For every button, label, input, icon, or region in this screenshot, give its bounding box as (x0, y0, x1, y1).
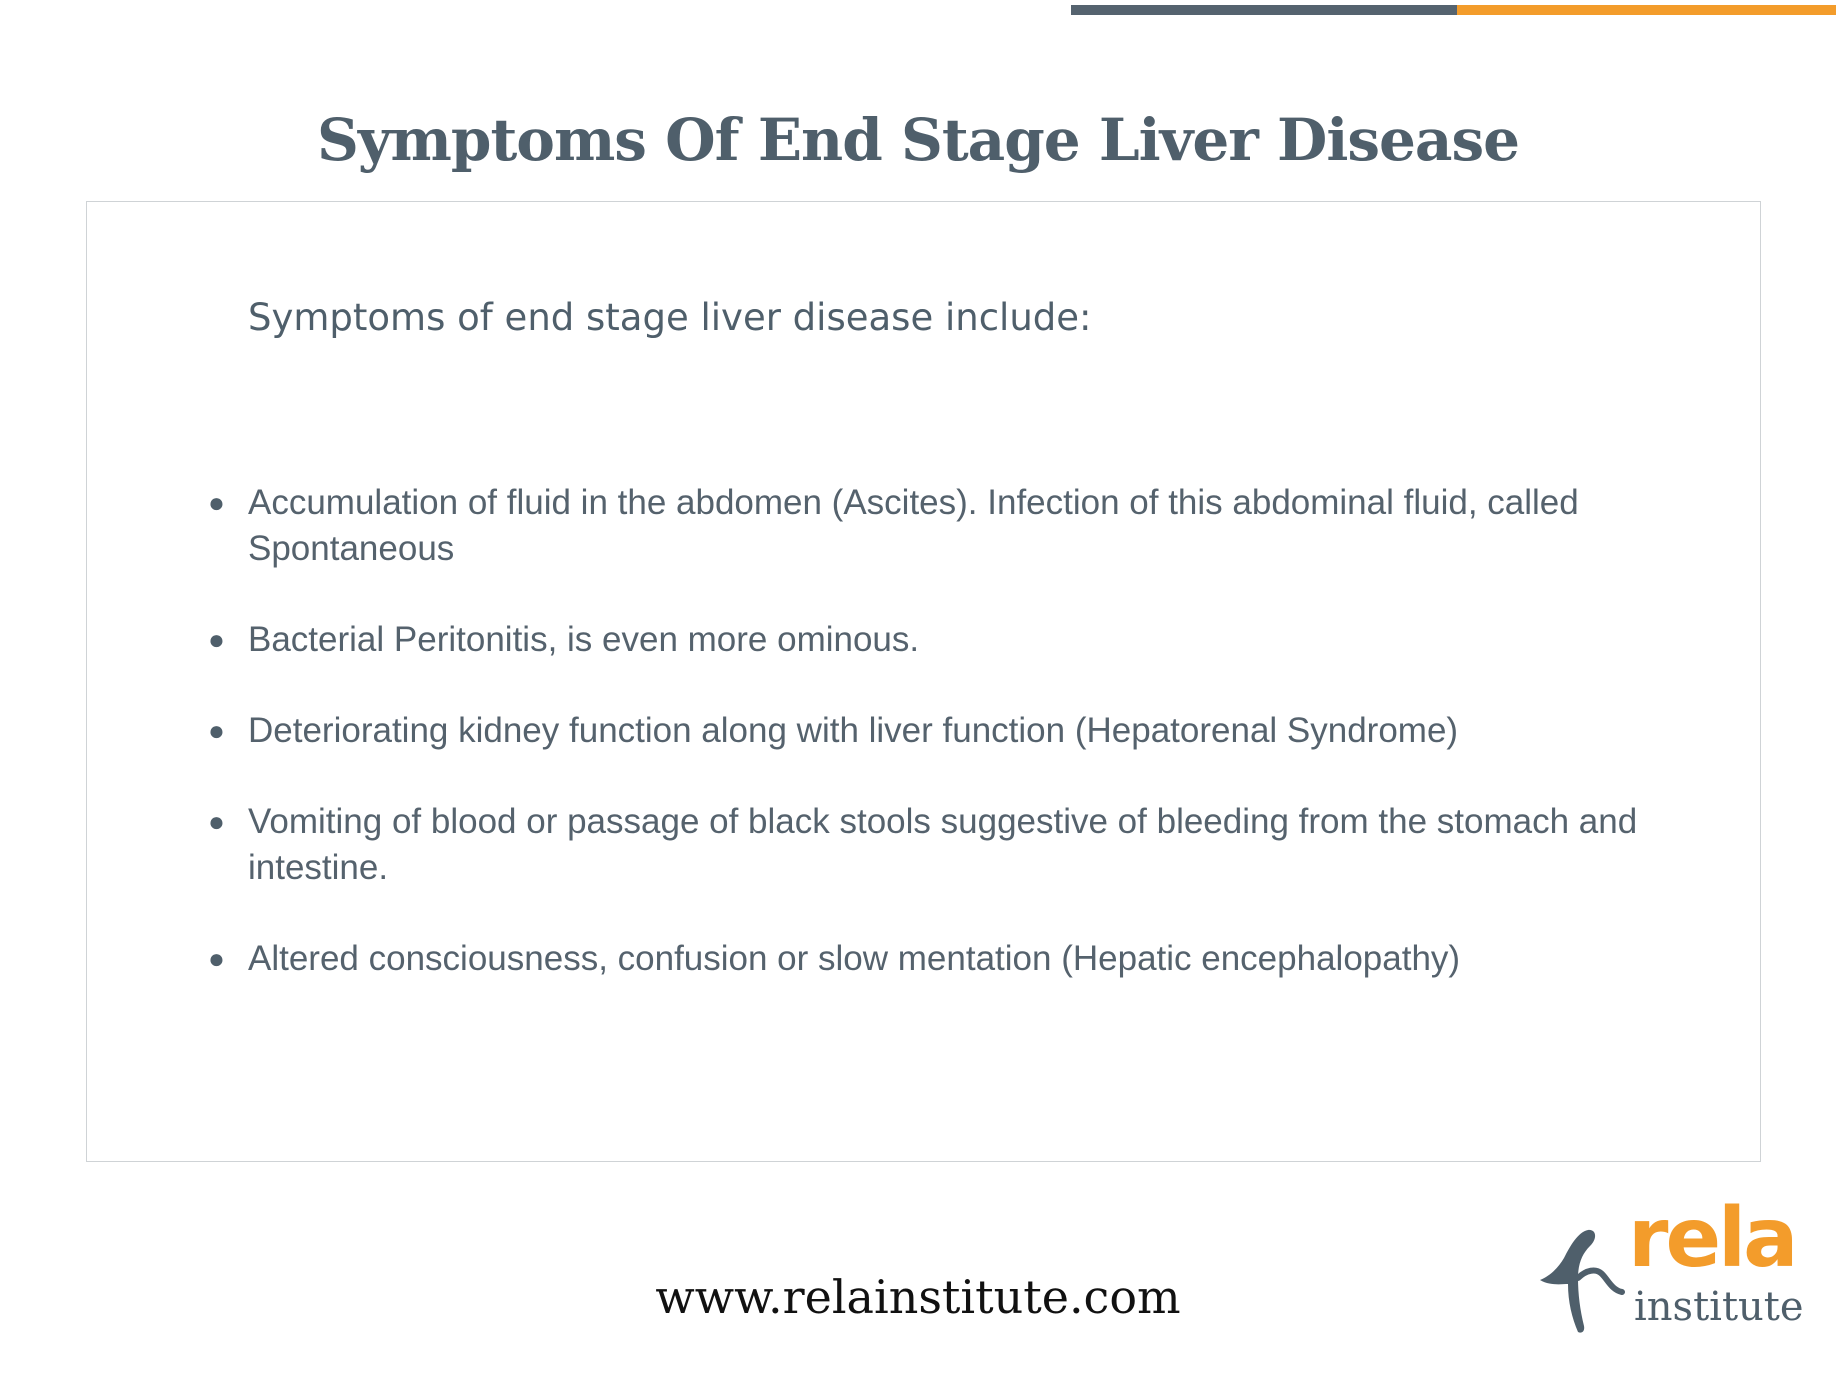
bullet-icon: ● (208, 943, 225, 974)
bullet-icon: ● (208, 715, 225, 746)
list-item (208, 799, 1688, 891)
logo-subtext: institute (1634, 1284, 1804, 1330)
bullet-icon: ● (208, 806, 225, 837)
website-url: www.relainstitute.com (655, 1270, 1181, 1324)
top-accent-bar (1071, 5, 1836, 15)
list-item-text: Altered consciousness, confusion or slow mentation (Hepatic encephalopathy) (248, 939, 1461, 978)
bullet-icon: ● (208, 624, 225, 655)
logo-wordmark: rela (1628, 1191, 1796, 1286)
list-item (208, 617, 1688, 663)
bullet-icon: ● (208, 487, 225, 518)
list-item (208, 480, 1688, 572)
top-bar-orange-segment (1457, 5, 1836, 15)
rela-institute-logo (1538, 1191, 1804, 1340)
list-item-text: Deteriorating kidney function along with liver function (Hepatorenal Syndrome) (248, 711, 1459, 750)
list-item-text: Vomiting of blood or passage of black stools suggestive of bleeding from the stomach and intestine. (248, 802, 1638, 887)
symptom-list (208, 480, 1688, 1027)
list-item (208, 708, 1688, 754)
list-item (208, 936, 1688, 982)
top-bar-dark-segment (1071, 5, 1457, 15)
figure-mark-icon (1538, 1218, 1628, 1338)
list-item-text: Bacterial Peritonitis, is even more ominous. (248, 620, 920, 659)
page-title: Symptoms Of End Stage Liver Disease (316, 106, 1520, 174)
intro-text: Symptoms of end stage liver disease include: (248, 296, 1092, 339)
list-item-text: Accumulation of fluid in the abdomen (Ascites). Infection of this abdominal fluid, called Spontaneous (248, 483, 1579, 568)
